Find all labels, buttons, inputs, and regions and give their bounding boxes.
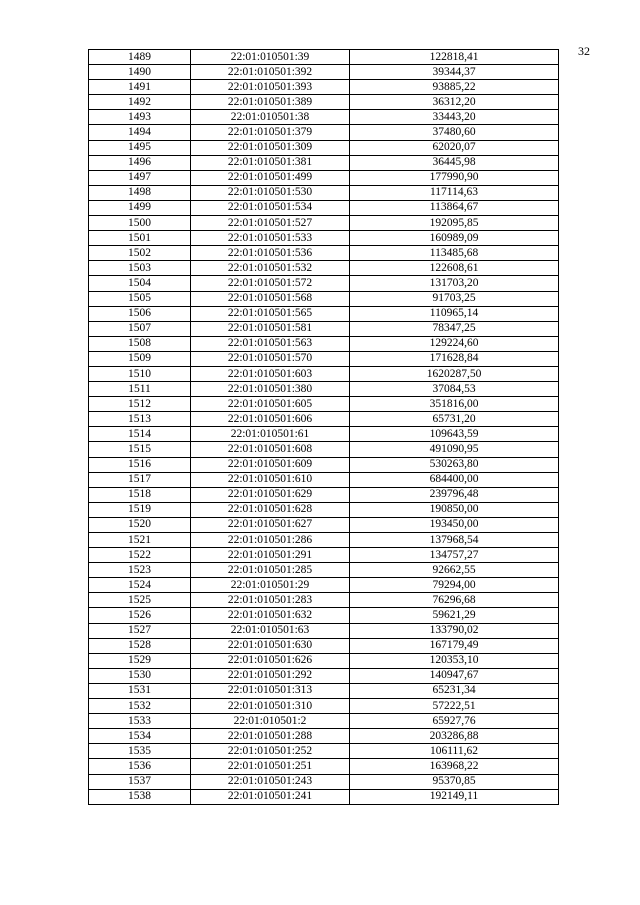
row-number-cell: 1521 (89, 533, 191, 548)
value-cell: 203286,88 (350, 729, 559, 744)
value-cell: 171628,84 (350, 351, 559, 366)
row-number-cell: 1510 (89, 366, 191, 381)
row-number-cell: 1523 (89, 563, 191, 578)
table-row (89, 442, 559, 457)
value-cell: 106111,62 (350, 744, 559, 759)
cadastral-number-cell: 22:01:010501:534 (191, 200, 350, 215)
table-row (89, 80, 559, 95)
row-number-cell: 1502 (89, 246, 191, 261)
value-cell: 36445,98 (350, 155, 559, 170)
cadastral-number-cell: 22:01:010501:291 (191, 548, 350, 563)
cadastral-number-cell: 22:01:010501:532 (191, 261, 350, 276)
row-number-cell: 1504 (89, 276, 191, 291)
table-row (89, 412, 559, 427)
cadastral-number-cell: 22:01:010501:286 (191, 533, 350, 548)
value-cell: 37084,53 (350, 382, 559, 397)
table-row (89, 140, 559, 155)
row-number-cell: 1493 (89, 110, 191, 125)
cadastral-number-cell: 22:01:010501:313 (191, 683, 350, 698)
cadastral-number-cell: 22:01:010501:38 (191, 110, 350, 125)
value-cell: 65927,76 (350, 714, 559, 729)
table-row (89, 351, 559, 366)
cadastral-number-cell: 22:01:010501:379 (191, 125, 350, 140)
cadastral-number-cell: 22:01:010501:283 (191, 593, 350, 608)
cadastral-number-cell: 22:01:010501:241 (191, 789, 350, 804)
value-cell: 190850,00 (350, 502, 559, 517)
cadastral-number-cell: 22:01:010501:2 (191, 714, 350, 729)
table-row (89, 366, 559, 381)
cadastral-number-cell: 22:01:010501:610 (191, 472, 350, 487)
table-row (89, 336, 559, 351)
row-number-cell: 1533 (89, 714, 191, 729)
row-number-cell: 1522 (89, 548, 191, 563)
row-number-cell: 1519 (89, 502, 191, 517)
table-row (89, 427, 559, 442)
row-number-cell: 1508 (89, 336, 191, 351)
row-number-cell: 1512 (89, 397, 191, 412)
row-number-cell: 1530 (89, 668, 191, 683)
value-cell: 93885,22 (350, 80, 559, 95)
cadastral-number-cell: 22:01:010501:251 (191, 759, 350, 774)
cadastral-number-cell: 22:01:010501:288 (191, 729, 350, 744)
row-number-cell: 1531 (89, 683, 191, 698)
cadastral-number-cell: 22:01:010501:292 (191, 668, 350, 683)
value-cell: 131703,20 (350, 276, 559, 291)
row-number-cell: 1495 (89, 140, 191, 155)
value-cell: 109643,59 (350, 427, 559, 442)
cadastral-number-cell: 22:01:010501:536 (191, 246, 350, 261)
value-cell: 122818,41 (350, 50, 559, 65)
row-number-cell: 1528 (89, 638, 191, 653)
value-cell: 129224,60 (350, 336, 559, 351)
table-row (89, 638, 559, 653)
row-number-cell: 1534 (89, 729, 191, 744)
value-cell: 167179,49 (350, 638, 559, 653)
table-row (89, 472, 559, 487)
row-number-cell: 1535 (89, 744, 191, 759)
row-number-cell: 1526 (89, 608, 191, 623)
row-number-cell: 1513 (89, 412, 191, 427)
row-number-cell: 1525 (89, 593, 191, 608)
table-row (89, 548, 559, 563)
value-cell: 163968,22 (350, 759, 559, 774)
table-row (89, 699, 559, 714)
cadastral-number-cell: 22:01:010501:632 (191, 608, 350, 623)
value-cell: 57222,51 (350, 699, 559, 714)
cadastral-number-cell: 22:01:010501:628 (191, 502, 350, 517)
cadastral-number-cell: 22:01:010501:530 (191, 185, 350, 200)
table-row (89, 517, 559, 532)
cadastral-number-cell: 22:01:010501:309 (191, 140, 350, 155)
table-row (89, 231, 559, 246)
table-row (89, 593, 559, 608)
cadastral-number-cell: 22:01:010501:570 (191, 351, 350, 366)
row-number-cell: 1516 (89, 457, 191, 472)
value-cell: 37480,60 (350, 125, 559, 140)
table-row (89, 261, 559, 276)
cadastral-number-cell: 22:01:010501:606 (191, 412, 350, 427)
value-cell: 92662,55 (350, 563, 559, 578)
row-number-cell: 1501 (89, 231, 191, 246)
table-row (89, 291, 559, 306)
value-cell: 79294,00 (350, 578, 559, 593)
cadastral-number-cell: 22:01:010501:568 (191, 291, 350, 306)
table-row (89, 216, 559, 231)
cadastral-number-cell: 22:01:010501:285 (191, 563, 350, 578)
table-row (89, 457, 559, 472)
table-row (89, 110, 559, 125)
row-number-cell: 1529 (89, 653, 191, 668)
value-cell: 36312,20 (350, 95, 559, 110)
table-row (89, 155, 559, 170)
table-row (89, 714, 559, 729)
cadastral-number-cell: 22:01:010501:252 (191, 744, 350, 759)
value-cell: 110965,14 (350, 306, 559, 321)
table-row (89, 95, 559, 110)
row-number-cell: 1527 (89, 623, 191, 638)
table-row (89, 125, 559, 140)
row-number-cell: 1491 (89, 80, 191, 95)
table-row (89, 50, 559, 65)
table-row (89, 382, 559, 397)
page-number: 32 (578, 44, 590, 58)
cadastral-number-cell: 22:01:010501:533 (191, 231, 350, 246)
value-cell: 78347,25 (350, 321, 559, 336)
cadastral-number-cell: 22:01:010501:243 (191, 774, 350, 789)
table-row (89, 306, 559, 321)
cadastral-table (88, 49, 559, 805)
row-number-cell: 1507 (89, 321, 191, 336)
value-cell: 133790,02 (350, 623, 559, 638)
row-number-cell: 1500 (89, 216, 191, 231)
table-row (89, 578, 559, 593)
table-row (89, 65, 559, 80)
value-cell: 113485,68 (350, 246, 559, 261)
row-number-cell: 1536 (89, 759, 191, 774)
cadastral-number-cell: 22:01:010501:581 (191, 321, 350, 336)
table-row (89, 774, 559, 789)
cadastral-number-cell: 22:01:010501:603 (191, 366, 350, 381)
value-cell: 491090,95 (350, 442, 559, 457)
cadastral-number-cell: 22:01:010501:608 (191, 442, 350, 457)
value-cell: 140947,67 (350, 668, 559, 683)
value-cell: 684400,00 (350, 472, 559, 487)
row-number-cell: 1498 (89, 185, 191, 200)
cadastral-number-cell: 22:01:010501:627 (191, 517, 350, 532)
row-number-cell: 1505 (89, 291, 191, 306)
cadastral-number-cell: 22:01:010501:392 (191, 65, 350, 80)
cadastral-number-cell: 22:01:010501:29 (191, 578, 350, 593)
row-number-cell: 1496 (89, 155, 191, 170)
cadastral-number-cell: 22:01:010501:572 (191, 276, 350, 291)
value-cell: 117114,63 (350, 185, 559, 200)
table-row (89, 321, 559, 336)
value-cell: 530263,80 (350, 457, 559, 472)
value-cell: 113864,67 (350, 200, 559, 215)
table-row (89, 789, 559, 804)
value-cell: 91703,25 (350, 291, 559, 306)
value-cell: 1620287,50 (350, 366, 559, 381)
row-number-cell: 1524 (89, 578, 191, 593)
table-row (89, 563, 559, 578)
value-cell: 62020,07 (350, 140, 559, 155)
cadastral-number-cell: 22:01:010501:565 (191, 306, 350, 321)
row-number-cell: 1494 (89, 125, 191, 140)
table-row (89, 170, 559, 185)
value-cell: 351816,00 (350, 397, 559, 412)
value-cell: 122608,61 (350, 261, 559, 276)
row-number-cell: 1532 (89, 699, 191, 714)
value-cell: 39344,37 (350, 65, 559, 80)
cadastral-number-cell: 22:01:010501:527 (191, 216, 350, 231)
row-number-cell: 1520 (89, 517, 191, 532)
cadastral-number-cell: 22:01:010501:609 (191, 457, 350, 472)
cadastral-number-cell: 22:01:010501:63 (191, 623, 350, 638)
value-cell: 177990,90 (350, 170, 559, 185)
value-cell: 160989,09 (350, 231, 559, 246)
row-number-cell: 1517 (89, 472, 191, 487)
cadastral-number-cell: 22:01:010501:380 (191, 382, 350, 397)
table-row (89, 200, 559, 215)
cadastral-number-cell: 22:01:010501:629 (191, 487, 350, 502)
table-row (89, 487, 559, 502)
cadastral-number-cell: 22:01:010501:605 (191, 397, 350, 412)
cadastral-number-cell: 22:01:010501:393 (191, 80, 350, 95)
value-cell: 120353,10 (350, 653, 559, 668)
table-row (89, 246, 559, 261)
cadastral-number-cell: 22:01:010501:563 (191, 336, 350, 351)
value-cell: 137968,54 (350, 533, 559, 548)
row-number-cell: 1514 (89, 427, 191, 442)
value-cell: 65231,34 (350, 683, 559, 698)
row-number-cell: 1518 (89, 487, 191, 502)
row-number-cell: 1506 (89, 306, 191, 321)
value-cell: 59621,29 (350, 608, 559, 623)
cadastral-number-cell: 22:01:010501:381 (191, 155, 350, 170)
row-number-cell: 1537 (89, 774, 191, 789)
value-cell: 193450,00 (350, 517, 559, 532)
row-number-cell: 1538 (89, 789, 191, 804)
table-row (89, 759, 559, 774)
table-row (89, 653, 559, 668)
row-number-cell: 1509 (89, 351, 191, 366)
row-number-cell: 1515 (89, 442, 191, 457)
row-number-cell: 1511 (89, 382, 191, 397)
row-number-cell: 1499 (89, 200, 191, 215)
table-row (89, 533, 559, 548)
value-cell: 192149,11 (350, 789, 559, 804)
value-cell: 65731,20 (350, 412, 559, 427)
table-row (89, 397, 559, 412)
row-number-cell: 1497 (89, 170, 191, 185)
value-cell: 76296,68 (350, 593, 559, 608)
value-cell: 192095,85 (350, 216, 559, 231)
table-row (89, 668, 559, 683)
value-cell: 134757,27 (350, 548, 559, 563)
table-row (89, 729, 559, 744)
table-row (89, 623, 559, 638)
table-row (89, 276, 559, 291)
value-cell: 95370,85 (350, 774, 559, 789)
cadastral-number-cell: 22:01:010501:499 (191, 170, 350, 185)
value-cell: 33443,20 (350, 110, 559, 125)
cadastral-number-cell: 22:01:010501:630 (191, 638, 350, 653)
row-number-cell: 1489 (89, 50, 191, 65)
table-row (89, 502, 559, 517)
cadastral-number-cell: 22:01:010501:389 (191, 95, 350, 110)
table-row (89, 744, 559, 759)
cadastral-number-cell: 22:01:010501:61 (191, 427, 350, 442)
table-row (89, 185, 559, 200)
cadastral-number-cell: 22:01:010501:39 (191, 50, 350, 65)
row-number-cell: 1490 (89, 65, 191, 80)
cadastral-number-cell: 22:01:010501:310 (191, 699, 350, 714)
row-number-cell: 1492 (89, 95, 191, 110)
cadastral-number-cell: 22:01:010501:626 (191, 653, 350, 668)
table-row (89, 608, 559, 623)
table-row (89, 683, 559, 698)
table-body (89, 50, 559, 805)
row-number-cell: 1503 (89, 261, 191, 276)
value-cell: 239796,48 (350, 487, 559, 502)
